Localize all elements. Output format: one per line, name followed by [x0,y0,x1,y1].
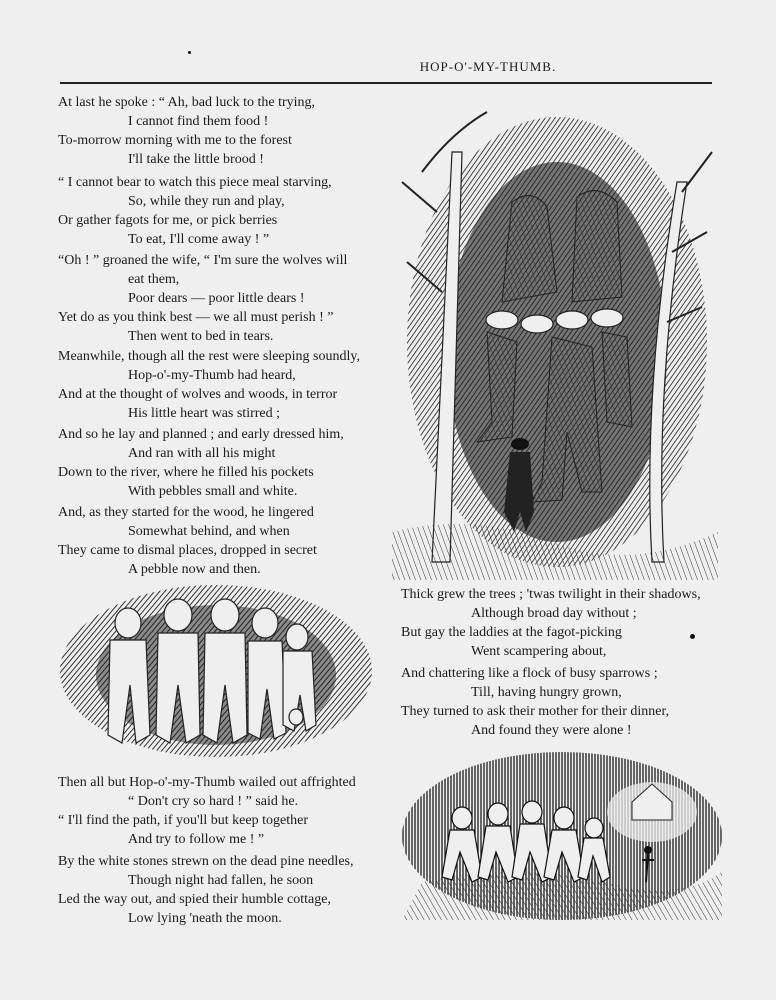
stanza [401,585,701,661]
verse-line: Hop-o'-my-Thumb had heard, [128,368,296,383]
verse-line: “ I'll find the path, if you'll but keep together [58,813,308,828]
verse-line: Then went to bed in tears. [128,329,274,344]
verse-line: Although broad day without ; [471,606,637,621]
stanza [58,251,347,346]
crying-children-illustration [60,585,372,757]
verse-line: Thick grew the trees ; 'twas twilight in their shadows, [401,587,701,602]
verse-line: Or gather fagots for me, or pick berries [58,213,278,228]
crying-children-engraving [60,585,372,757]
stanza [58,93,315,169]
verse-line: I'll take the little brood ! [128,152,264,167]
verse-line: Down to the river, where he filled his pockets [58,465,314,480]
verse-line: To eat, I'll come away ! ” [128,232,270,247]
running-header: HOP-O'-MY-THUMB. [419,59,557,74]
verse-line: They came to dismal places, dropped in secret [58,543,317,558]
verse-line: So, while they run and play, [128,194,285,209]
verse-line: And chattering like a flock of busy sparrows ; [401,666,658,681]
verse-line: And so he lay and planned ; and early dressed him, [58,427,344,442]
running-children-engraving [402,752,722,920]
verse-line: A pebble now and then. [128,562,261,577]
verse-line: Went scampering about, [471,644,607,659]
verse-line: Meanwhile, though all the rest were sleeping soundly, [58,349,360,364]
verse-line: To-morrow morning with me to the forest [58,133,292,148]
stanza [401,664,669,740]
speck [188,51,191,54]
verse-line: Though night had fallen, he soon [128,873,314,888]
verse-line: “Oh ! ” groaned the wife, “ I'm sure the wolves will [58,253,348,268]
header-rule [60,82,712,84]
stanza [58,503,317,579]
verse-line: And try to follow me ! ” [128,832,265,847]
verse-line: And found they were alone ! [471,723,632,738]
verse-line: “ I cannot bear to watch this piece meal starving, [58,175,332,190]
verse-line: Yet do as you think best — we all must perish ! ” [58,310,334,325]
verse-line: Led the way out, and spied their humble cottage, [58,892,331,907]
verse-line: By the white stones strewn on the dead pine needles, [58,854,354,869]
stanza [58,425,344,501]
verse-line: Low lying 'neath the moon. [128,911,282,926]
verse-line: Then all but Hop-o'-my-Thumb wailed out affrighted [58,775,356,790]
verse-line: Till, having hungry grown, [471,685,622,700]
running-children-illustration [402,752,722,920]
verse-line: At last he spoke : “ Ah, bad luck to the trying, [58,95,316,110]
verse-line: With pebbles small and white. [128,484,298,499]
verse-line: And ran with all his might [128,446,276,461]
verse-line: His little heart was stirred ; [128,406,281,421]
stanza [58,347,360,423]
verse-line: And at the thought of wolves and woods, in terror [58,387,338,402]
verse-line: I cannot find them food ! [128,114,269,129]
stanza [58,773,356,849]
verse-line: And, as they started for the wood, he lingered [58,505,314,520]
verse-line: Poor dears — poor little dears ! [128,291,305,306]
verse-line: Somewhat behind, and when [128,524,290,539]
forest-family-illustration [392,92,718,580]
forest-family-engraving [392,92,718,580]
stanza [58,852,353,928]
verse-line: But gay the laddies at the fagot-picking [401,625,622,640]
verse-line: eat them, [128,272,180,287]
verse-line: They turned to ask their mother for their dinner, [401,704,670,719]
verse-line: “ Don't cry so hard ! ” said he. [128,794,299,809]
stanza [58,173,332,249]
